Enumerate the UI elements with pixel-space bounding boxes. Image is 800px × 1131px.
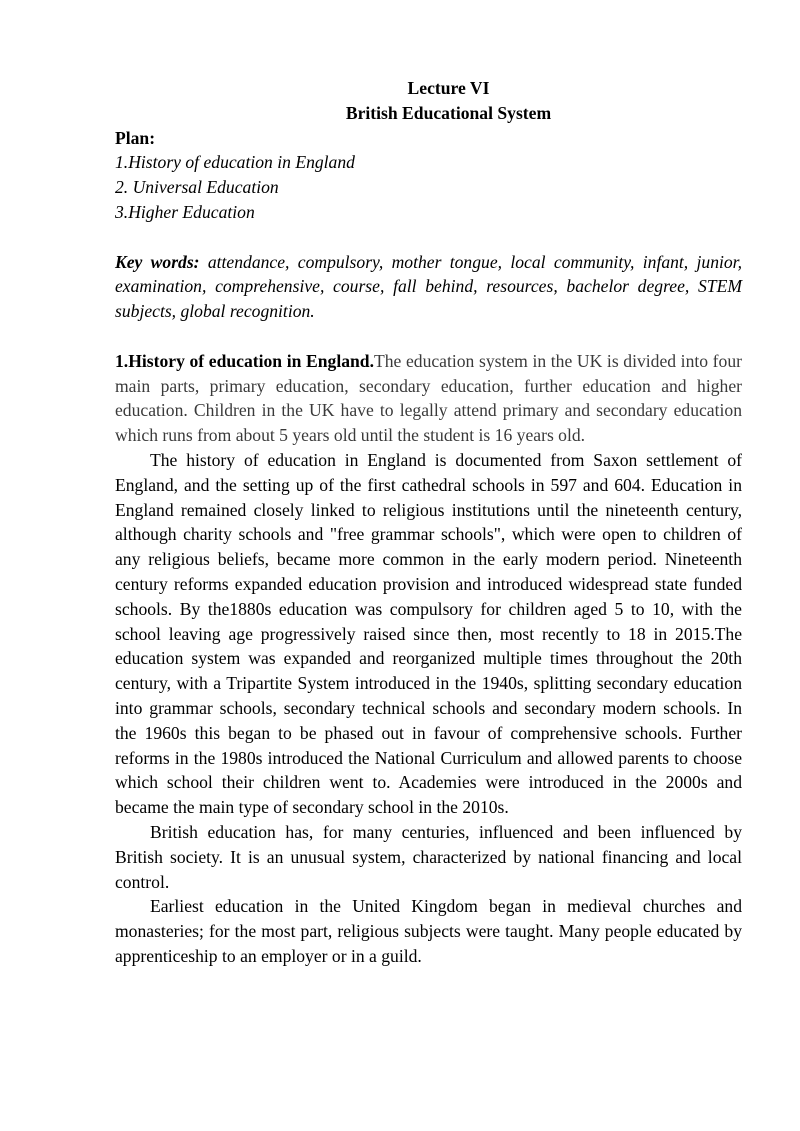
section-heading: 1.History of education in England. — [115, 350, 374, 371]
spacer — [115, 225, 742, 250]
spacer — [115, 324, 742, 349]
document-title: British Educational System — [345, 102, 552, 123]
body-paragraph: Earliest education in the United Kingdom began in medieval churches and monasteries; for the most part, religious subjects were taught. Many people educated by apprenticeship to an employer or in a guild. — [115, 896, 742, 966]
plan-item: 1.History of education in England — [115, 152, 355, 173]
lecture-number: Lecture VI — [407, 78, 490, 98]
plan-item: 2. Universal Education — [115, 177, 279, 198]
keywords-paragraph — [115, 250, 742, 324]
section-intro-text: The education system in the UK is divided into four main parts, primary education, secondary education, further education and higher education. Children in the UK have to legally attend primary and secondary education which runs from about 5 years old until the student is 16 years old. — [115, 350, 742, 446]
body-paragraph: British education has, for many centuries, influenced and been influenced by British society. It is an unusual system, characterized by national financing and local control. — [115, 821, 742, 892]
plan-heading: Plan: — [115, 127, 156, 148]
section-intro-paragraph — [115, 349, 742, 448]
keywords-list: attendance, compulsory, mother tongue, local community, infant, junior, examination, comprehensive, course, fall behind, resources, bachelor degree, STEM subjects, global recognition. — [115, 251, 742, 322]
plan-item: 3.Higher Education — [115, 201, 255, 222]
body-paragraph: The history of education in England is documented from Saxon settlement of England, and the setting up of the first cathedral schools in 597 and 604. Education in England remained closely linked to religious institutions until the nineteenth century, although charity schools and "free grammar schools", which were open to children of any religious beliefs, became more common in the early modern period. Nineteenth century reforms expanded education provision and introduced widespread state funded schools. By the1880s education was compulsory for children aged 5 to 10, with the school leaving age progressively raised since then, most recently to 18 in 2015.The education system was expanded and reorganized multiple times throughout the 20th century, with a Tripartite System introduced in the 1940s, splitting secondary education into grammar schools, secondary technical schools and secondary modern schools. In the 1960s this began to be phased out in favour of comprehensive schools. Further reforms in the 1980s introduced the National Curriculum and allowed parents to choose which school their children went to. Academies were introduced in the 2000s and became the main type of secondary school in the 2010s. — [115, 449, 742, 818]
keywords-label: Key words: — [115, 251, 200, 272]
document-page — [115, 76, 742, 969]
